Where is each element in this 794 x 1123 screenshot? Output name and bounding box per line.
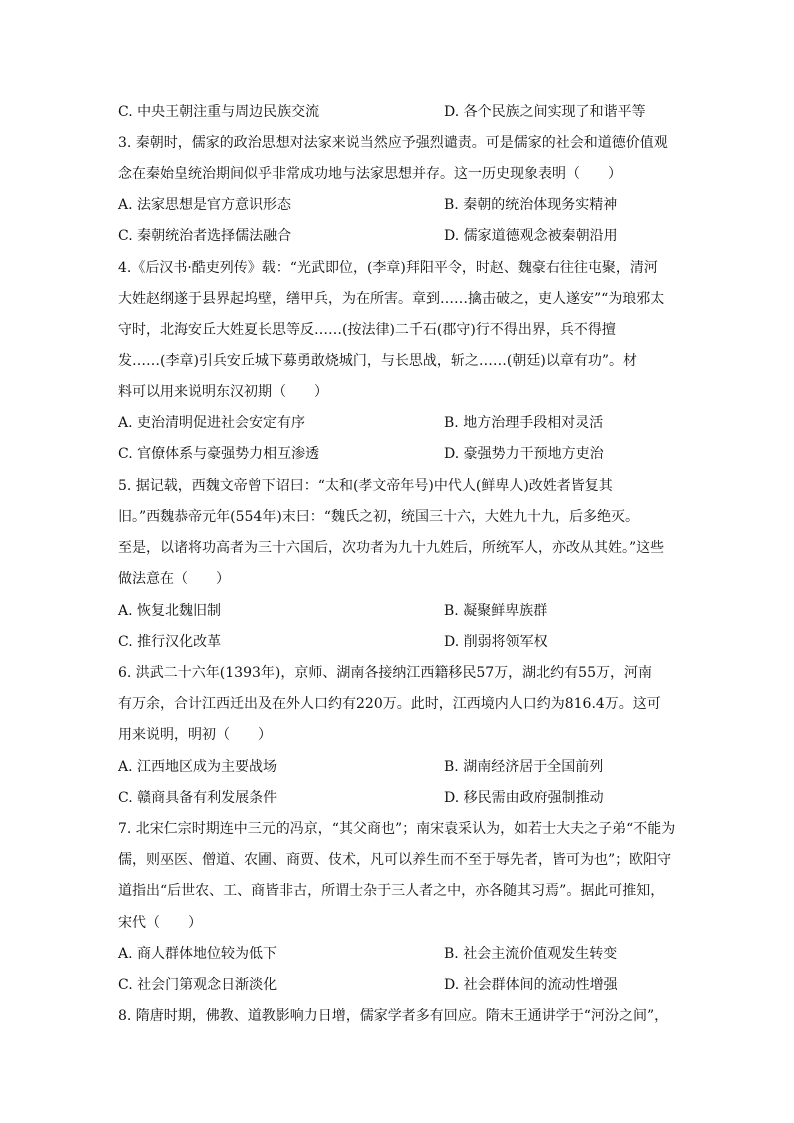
q6-option-b[interactable]: B. 湖南经济居于全国前列 (444, 759, 604, 775)
q5-stem-line-1: 5. 据记载，西魏文帝曾下诏曰：“太和(孝文帝年号)中代人(鲜卑人)改姓者皆复其 (118, 478, 613, 494)
q4-option-b[interactable]: B. 地方治理手段相对灵活 (444, 415, 604, 431)
q3-option-a[interactable]: A. 法家思想是官方意识形态 (118, 197, 292, 213)
q4-stem-line-1: 4.《后汉书·酷吏列传》载：“光武即位，(李章)拜阳平令，时赵、魏豪右往往屯聚，清河 (118, 260, 658, 276)
q5-stem-line-2: 旧。”西魏恭帝元年(554年)末曰：“魏氏之初，统国三十六，大姓九十九，后多绝灭。 (118, 509, 639, 525)
q6-stem-line-2: 有万余，合计江西迁出及在外人口约有220万。此时，江西境内人口约为816.4万。这可 (118, 696, 661, 712)
q6-option-d[interactable]: D. 移民需由政府强制推动 (444, 790, 604, 806)
q3-stem-line-2: 念在秦始皇统治期间似乎非常成功地与法家思想并存。这一历史现象表明（ ） (118, 166, 622, 182)
q2-option-d[interactable]: D. 各个民族之间实现了和谐平等 (444, 104, 646, 120)
q7-stem-line-2: 儒，则巫医、僧道、农圃、商贾、伎术，凡可以养生而不至于辱先者，皆可为也”；欧阳守 (118, 852, 672, 868)
q7-stem-line-4: 宋代（ ） (118, 915, 202, 931)
q4-option-c[interactable]: C. 官僚体系与豪强势力相互渗透 (118, 446, 320, 462)
q4-stem-line-5: 料可以用来说明东汉初期（ ） (118, 384, 328, 400)
q3-option-d[interactable]: D. 儒家道德观念被秦朝沿用 (444, 228, 618, 244)
q6-option-c[interactable]: C. 赣商具备有利发展条件 (118, 790, 278, 806)
q5-option-b[interactable]: B. 凝聚鲜卑族群 (444, 603, 548, 619)
q4-stem-line-2: 大姓赵纲遂于县界起坞壁，缮甲兵，为在所害。章到……擒击破之，吏人遂安”“为琅邪太 (118, 291, 665, 307)
q6-stem-line-3: 用来说明，明初（ ） (118, 727, 272, 743)
q7-stem-line-3: 道指出“后世农、工、商皆非古，所谓士杂于三人者之中，亦各随其习焉”。据此可推知， (118, 883, 665, 899)
q3-stem-line-1: 3. 秦朝时，儒家的政治思想对法家来说当然应予强烈谴责。可是儒家的社会和道德价值观 (118, 135, 668, 151)
q5-stem-line-4: 做法意在（ ） (118, 571, 230, 587)
q5-option-d[interactable]: D. 削弱将领军权 (444, 634, 548, 650)
q3-option-b[interactable]: B. 秦朝的统治体现务实精神 (444, 197, 618, 213)
q4-option-a[interactable]: A. 吏治清明促进社会安定有序 (118, 415, 306, 431)
q3-option-c[interactable]: C. 秦朝统治者选择儒法融合 (118, 228, 292, 244)
q7-option-a[interactable]: A. 商人群体地位较为低下 (118, 946, 278, 962)
q7-option-c[interactable]: C. 社会门第观念日渐淡化 (118, 977, 278, 993)
q7-option-d[interactable]: D. 社会群体间的流动性增强 (444, 977, 618, 993)
q4-stem-line-3: 守时，北海安丘大姓夏长思等反……(按法律)二千石(郡守)行不得出界，兵不得擅 (118, 322, 616, 338)
q4-option-d[interactable]: D. 豪强势力干预地方吏治 (444, 446, 604, 462)
q2-option-c[interactable]: C. 中央王朝注重与周边民族交流 (118, 104, 320, 120)
q8-stem-line-1: 8. 隋唐时期，佛教、道教影响力日增，儒家学者多有回应。隋末王通讲学于“河汾之间”， (118, 1008, 669, 1024)
q5-stem-line-3: 至是，以诸将功高者为三十六国后，次功者为九十九姓后，所统军人，亦改从其姓。”这些 (118, 540, 665, 556)
q4-stem-line-4: 发……(李章)引兵安丘城下募勇敢烧城门，与长思战，斩之……(朝廷)以章有功”。材 (118, 353, 638, 369)
q6-option-a[interactable]: A. 江西地区成为主要战场 (118, 759, 278, 775)
q7-option-b[interactable]: B. 社会主流价值观发生转变 (444, 946, 618, 962)
q5-option-a[interactable]: A. 恢复北魏旧制 (118, 603, 222, 619)
q5-option-c[interactable]: C. 推行汉化改革 (118, 634, 222, 650)
q7-stem-line-1: 7. 北宋仁宗时期连中三元的冯京，“其父商也”；南宋袁采认为，如若士大夫之子弟“不能为 (118, 821, 676, 837)
q6-stem-line-1: 6. 洪武二十六年(1393年)，京师、湖南各接纳江西籍移民57万，湖北约有55万，河南 (118, 665, 652, 681)
